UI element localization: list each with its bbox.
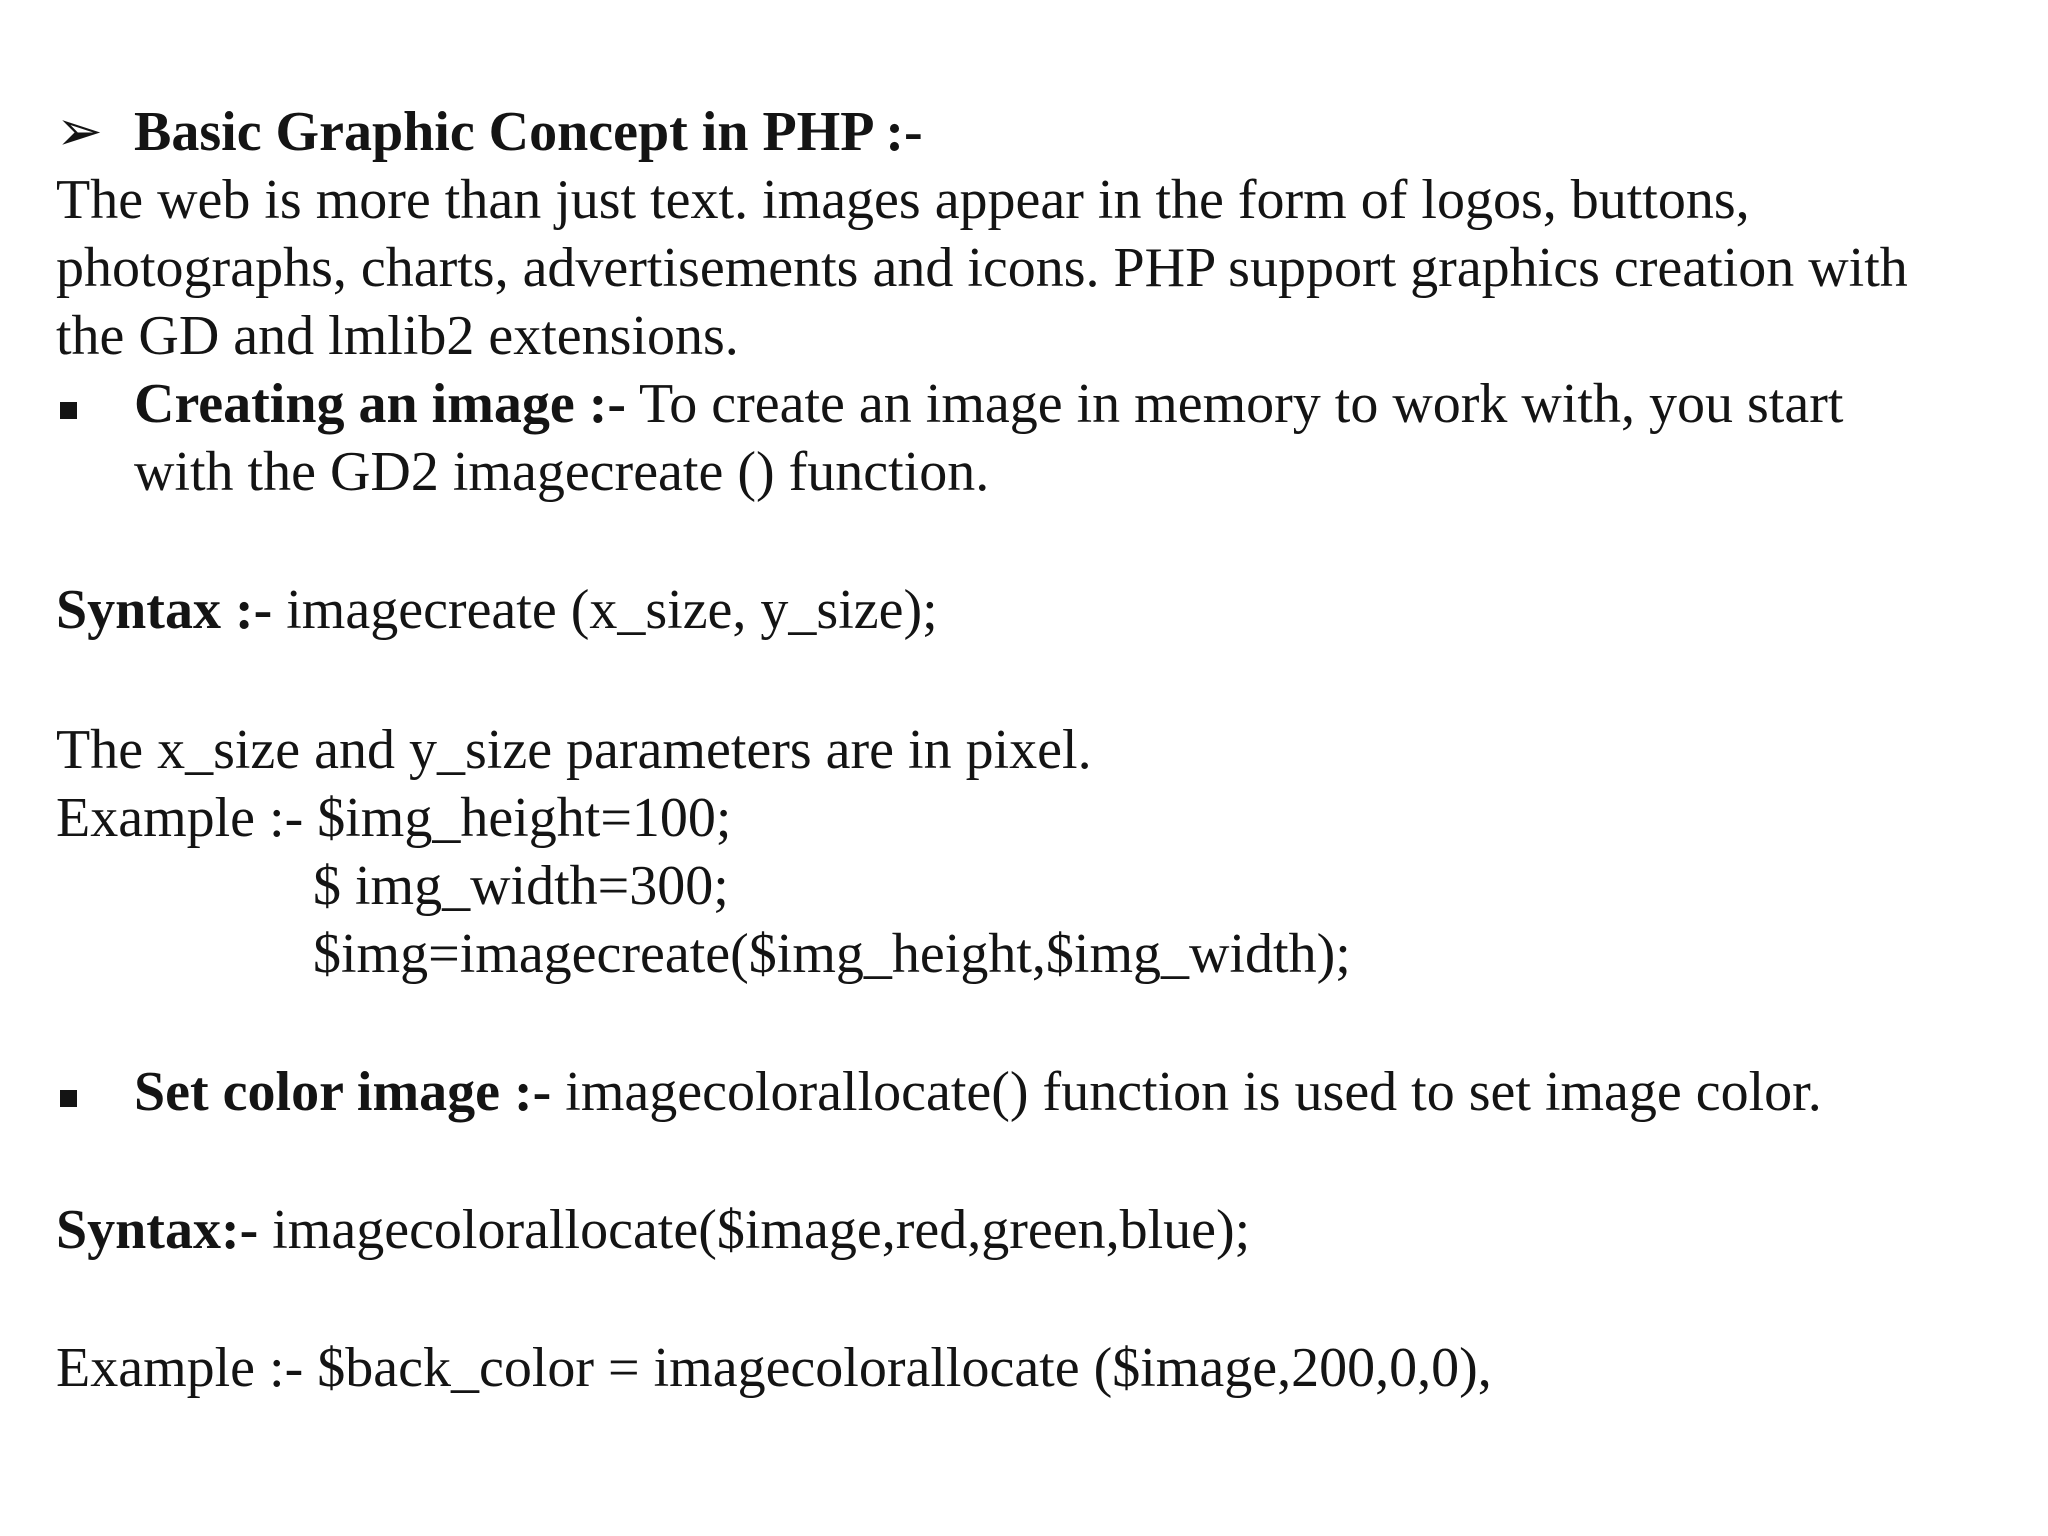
intro-line-1: The web is more than just text. images appear in the form of logos, buttons,: [56, 169, 1750, 231]
section-creating-image-line-2: with the GD2 imagecreate () function.: [134, 441, 990, 503]
square-bullet-icon: [60, 1090, 77, 1107]
example-label: Example :-: [56, 1337, 318, 1399]
syntax-code: imagecolorallocate($image,red,green,blue);: [258, 1199, 1251, 1261]
syntax-label: Syntax:-: [56, 1199, 259, 1261]
example-imagecreate: [56, 784, 731, 852]
section-text: To create an image in memory to work with, you start: [626, 373, 1844, 435]
params-note: The x_size and y_size parameters are in pixel.: [56, 719, 1092, 781]
syntax-label: Syntax :-: [56, 579, 273, 641]
example-code-line: $img=imagecreate($img_height,$img_width);: [313, 923, 1351, 985]
section-title: Creating an image :-: [134, 373, 626, 435]
arrow-bullet-icon: ➢: [56, 101, 103, 163]
syntax-code: imagecreate (x_size, y_size);: [272, 579, 938, 641]
section-text: imagecolorallocate() function is used to set image color.: [551, 1061, 1822, 1123]
section-set-color: [134, 1058, 1822, 1126]
example-imagecolorallocate: [56, 1334, 1492, 1402]
example-code-line: $img_height=100;: [317, 787, 732, 849]
intro-line-2: photographs, charts, advertisements and icons. PHP support graphics creation with: [56, 237, 1908, 299]
example-label: Example :-: [56, 787, 318, 849]
intro-line-3: the GD and lmlib2 extensions.: [56, 305, 739, 367]
slide-heading: Basic Graphic Concept in PHP :-: [134, 101, 923, 163]
section-creating-image: [134, 370, 1843, 438]
example-code-line: $ img_width=300;: [313, 855, 729, 917]
syntax-imagecreate: [56, 576, 938, 644]
example-code-line: $back_color = imagecolorallocate ($image,200,0,0),: [317, 1337, 1492, 1399]
square-bullet-icon: [60, 402, 77, 419]
syntax-imagecolorallocate: [56, 1196, 1250, 1264]
section-title: Set color image :-: [134, 1061, 552, 1123]
